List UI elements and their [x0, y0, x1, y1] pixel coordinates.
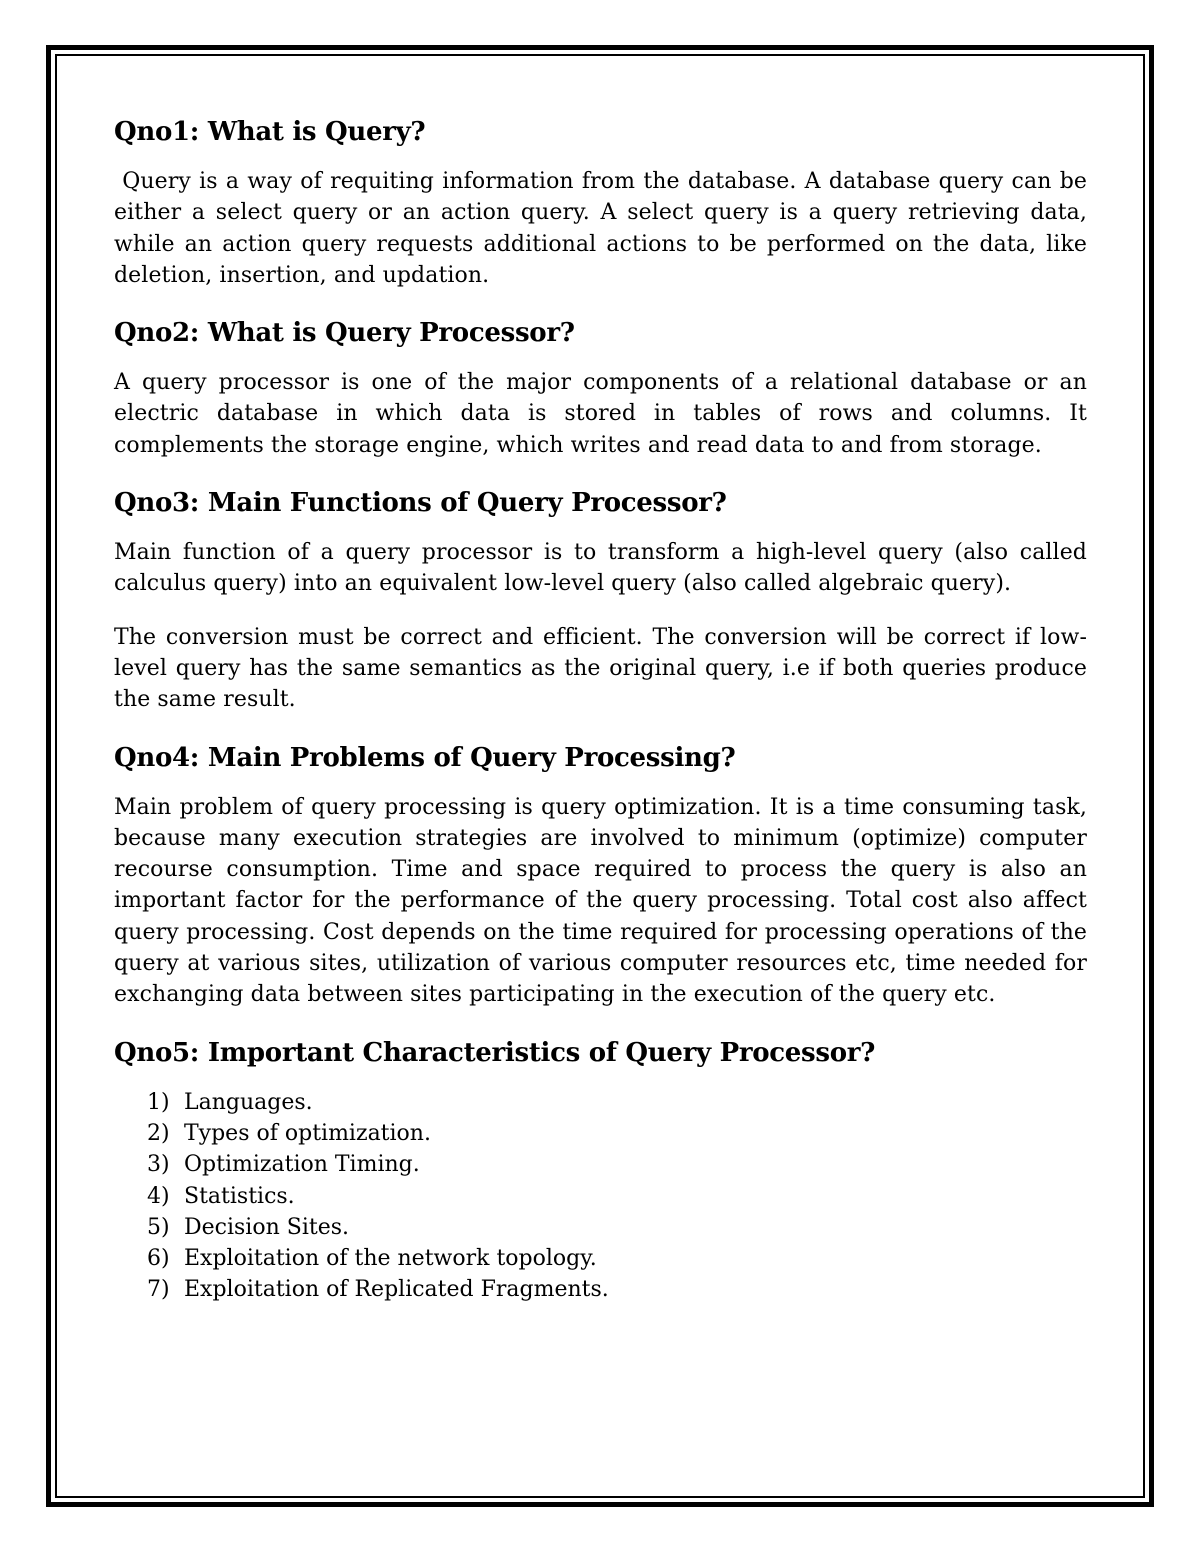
section-qno3 — [114, 483, 1087, 715]
list-item — [147, 1087, 1087, 1118]
list-item-text: Languages. — [184, 1089, 313, 1115]
list-item-number: 5) — [147, 1214, 170, 1240]
list-item — [147, 1149, 1087, 1180]
heading-qno3: Qno3: Main Functions of Query Processor? — [114, 488, 727, 519]
list-item-text: Optimization Timing. — [184, 1152, 420, 1178]
list-item-number: 4) — [147, 1183, 170, 1209]
list-item-number: 6) — [147, 1246, 170, 1272]
list-item-text: Exploitation of the network topology. — [184, 1246, 597, 1272]
answer-qno1-paragraph: Query is a way of requiting information from the database. A database query can be either a select query or an action query. A select query is a query retrieving data, while an action query requests additional actions to be performed on the data, like deletion, insertion, and updation. — [114, 169, 1095, 288]
heading-qno4: Qno4: Main Problems of Query Processing? — [114, 742, 736, 773]
characteristics-list — [114, 1087, 1087, 1306]
list-item-number: 3) — [147, 1152, 170, 1178]
section-qno2 — [114, 313, 1087, 461]
list-item — [147, 1181, 1087, 1212]
section-qno4 — [114, 738, 1087, 1011]
document-content — [114, 112, 1095, 1306]
answer-qno3-paragraph-2: The conversion must be correct and efficient. The conversion will be correct if low-level query has the same semantics as the original query, i.e if both queries produce the same result. — [114, 624, 1087, 713]
heading-qno2: Qno2: What is Query Processor? — [114, 318, 575, 349]
section-qno5 — [114, 1033, 1087, 1306]
list-item-text: Types of optimization. — [184, 1120, 431, 1146]
list-item — [147, 1274, 1087, 1305]
list-item-number: 1) — [147, 1089, 170, 1115]
list-item — [147, 1243, 1087, 1274]
list-item-text: Exploitation of Replicated Fragments. — [184, 1277, 609, 1303]
answer-qno4-paragraph: Main problem of query processing is query optimization. It is a time consuming task, because many execution strategies are involved to minimum (optimize) computer recourse consumption. Time and space required to process the query is also an important factor for the performance of the query processing. Total cost also affect query processing. Cost depends on the time required for processing operations of the query at various sites, utilization of various computer resources etc, time needed for exchanging data between sites participating in the execution of the query etc. — [114, 794, 1087, 1008]
list-item-number: 7) — [147, 1277, 170, 1303]
list-item-text: Decision Sites. — [184, 1214, 349, 1240]
section-qno1 — [114, 112, 1095, 291]
answer-qno3-paragraph-1: Main function of a query processor is to transform a high-level query (also called calculus query) into an equivalent low-level query (also called algebraic query). — [114, 540, 1087, 597]
list-item — [147, 1118, 1087, 1149]
heading-qno5: Qno5: Important Characteristics of Query Processor? — [114, 1037, 876, 1068]
answer-qno2-paragraph: A query processor is one of the major components of a relational database or an electric database in which data is stored in tables of rows and columns. It complements the storage engine, which writes and read data to and from storage. — [114, 370, 1087, 458]
list-item-number: 2) — [147, 1120, 170, 1146]
list-item-text: Statistics. — [184, 1183, 295, 1209]
list-item — [147, 1212, 1087, 1243]
heading-qno1: Qno1: What is Query? — [114, 117, 426, 147]
